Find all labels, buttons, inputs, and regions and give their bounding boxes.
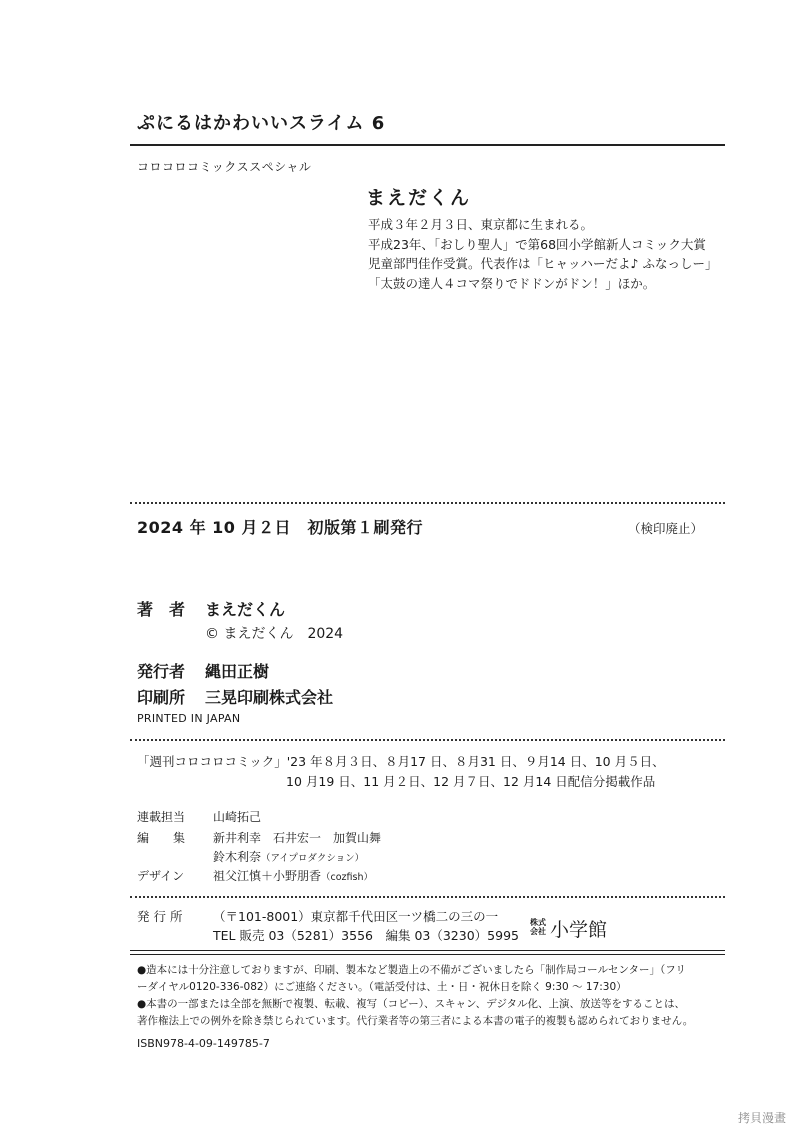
credit-printer-key: 印刷所: [137, 688, 186, 707]
watermark: 拷貝漫畫: [737, 1111, 786, 1125]
dotted-divider: [130, 896, 725, 898]
stamp-note: （検印廃止）: [628, 521, 704, 536]
staff-value: 鈴木利奈（アイプロダクション）: [213, 850, 365, 864]
note-line: ーダイヤル0120-336-082）にご連絡ください。（電話受付は、土・日・祝休日を除く 9:30 〜 17:30）: [137, 981, 627, 993]
publisher-key: 発 行 所: [137, 909, 183, 924]
note-line: ●本書の一部または全部を無断で複製、転載、複写（コピー）、スキャン、デジタル化、上演、放送等をすることは、: [137, 998, 686, 1010]
staff-note: （cozfish）: [321, 872, 373, 883]
company-name: 小学館: [550, 919, 608, 941]
rule: [130, 950, 725, 951]
staff-value: 山崎拓己: [213, 810, 262, 824]
dotted-divider: [130, 739, 725, 741]
isbn: ISBN978-4-09-149785-7: [137, 1037, 270, 1050]
publication-date: 2024 年 10 月２日 初版第１刷発行: [137, 518, 424, 537]
company-type-prefix: 株式 会社: [530, 918, 546, 936]
publisher-tel: TEL 販売 03（5281）3556 編集 03（3230）5995: [213, 928, 519, 943]
copyright-line: © まえだくん 2024: [205, 626, 344, 642]
dotted-divider: [130, 502, 725, 504]
staff-key: 編 集: [137, 831, 186, 845]
staff-note: （アイプロダクション）: [261, 853, 365, 864]
author-bio: [368, 215, 717, 293]
staff-key: デザイン: [137, 869, 185, 883]
publisher-address: （〒101-8001）東京都千代田区一ツ橋二の三の一: [213, 909, 499, 924]
staff-value: 祖父江慎＋小野朋香（cozfish）: [213, 869, 373, 883]
note-line: ●造本には十分注意しておりますが、印刷、製本など製造上の不備がございましたら「制作局コールセンター」（フリ: [137, 964, 686, 976]
credit-author-value: まえだくん: [205, 600, 286, 619]
printed-in: PRINTED IN JAPAN: [137, 712, 241, 725]
serial-line: 10 月19 日、11 月２日、12 月７日、12 月14 日配信分掲載作品: [286, 774, 656, 789]
staff-key: 連載担当: [137, 810, 186, 824]
credit-publisher: [137, 659, 269, 682]
bio-line: 「太鼓の達人４コマ祭りでドドンがドン！」ほか。: [368, 275, 656, 291]
credit-publisher-value: 縄田正樹: [205, 662, 270, 681]
credit-printer-value: 三晃印刷株式会社: [205, 688, 334, 707]
staff-value: 新井利幸 石井宏一 加賀山舞: [213, 831, 382, 845]
credit-author-key: 著 者: [137, 600, 186, 619]
credit-author: [137, 597, 285, 620]
imprint-label: コロコロコミックススペシャル: [137, 160, 312, 174]
note-line: 著作権法上での例外を除き禁じられています。代行業者等の第三者による本書の電子的複製も認められておりません。: [137, 1015, 694, 1027]
rule: [130, 954, 725, 955]
author-name: まえだくん: [366, 187, 472, 209]
credit-publisher-key: 発行者: [137, 662, 186, 681]
credit-printer: [137, 685, 333, 708]
serial-line: 「週刊コロコロコミック」'23 年８月３日、８月17 日、８月31 日、９月14 日、10 月５日、: [137, 754, 665, 769]
bio-line: 平成23年、「おしり聖人」で第68回小学館新人コミック大賞: [368, 236, 706, 252]
bio-line: 児童部門佳作受賞。代表作は「ヒャッハーだよ♪ ふなっしー」: [368, 256, 718, 271]
book-title: ぷにるはかわいいスライム 6: [137, 113, 386, 134]
legal-notes: [137, 962, 693, 1030]
top-rule: [130, 144, 725, 146]
bio-line: 平成３年２月３日、東京都に生まれる。: [368, 217, 594, 232]
